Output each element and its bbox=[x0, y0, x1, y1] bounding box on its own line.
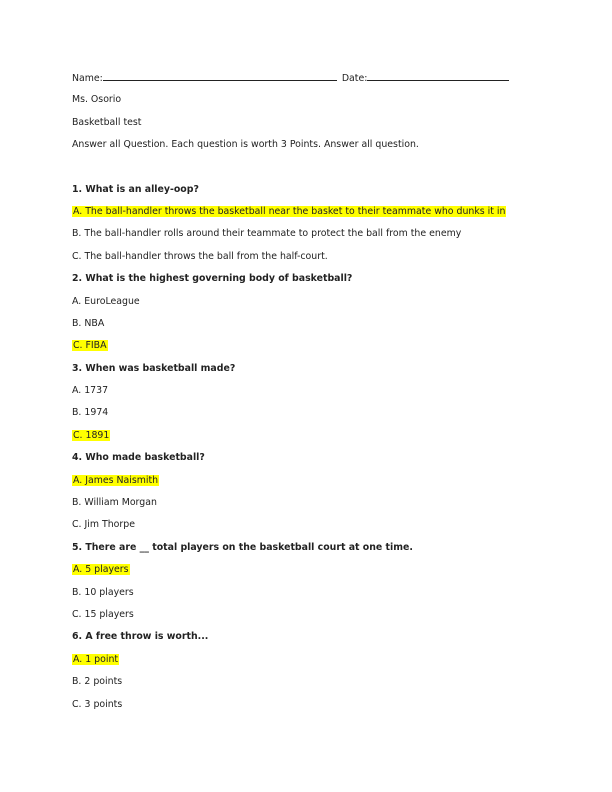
question-4-option-c: C. Jim Thorpe bbox=[72, 519, 135, 531]
question-1-option-c: C. The ball-handler throws the ball from the half-court. bbox=[72, 250, 328, 262]
question-6-option-a bbox=[72, 652, 542, 674]
answer-highlight: C. 1891 bbox=[73, 429, 110, 441]
question-4-option-b: B. William Morgan bbox=[72, 497, 157, 509]
name-date-row bbox=[72, 70, 542, 92]
name-label: Name: bbox=[72, 73, 103, 84]
question-2-option-a: A. EuroLeague bbox=[72, 295, 140, 307]
instructions: Answer all Question. Each question is worth 3 Points. Answer all question. bbox=[72, 139, 419, 151]
question-5-option-c: C. 15 players bbox=[72, 608, 134, 620]
date-label: Date: bbox=[341, 73, 368, 84]
answer-highlight: C. FIBA bbox=[73, 340, 107, 352]
question-2-option-b: B. NBA bbox=[72, 317, 105, 329]
question-3-option-a: A. 1737 bbox=[72, 385, 109, 397]
spacer bbox=[72, 160, 542, 182]
answer-highlight: A. 1 point bbox=[73, 653, 119, 665]
question-1-option-a bbox=[72, 204, 542, 226]
question-2-option-c bbox=[72, 338, 542, 360]
question-3-option-b: B. 1974 bbox=[72, 407, 109, 419]
question-4-option-a bbox=[72, 473, 542, 495]
answer-highlight: A. The ball-handler throws the basketball near the basket to their teammate who dunks it in bbox=[73, 205, 506, 217]
question-2: 2. What is the highest governing body of basketball? bbox=[72, 273, 353, 285]
question-5-option-b: B. 10 players bbox=[72, 586, 134, 598]
question-3-option-c bbox=[72, 428, 542, 450]
answer-highlight: A. James Naismith bbox=[73, 474, 159, 486]
date-blank[interactable] bbox=[367, 70, 509, 81]
test-document bbox=[72, 70, 542, 719]
question-4: 4. Who made basketball? bbox=[72, 452, 205, 464]
question-6-option-c: C. 3 points bbox=[72, 698, 123, 710]
teacher-name: Ms. Osorio bbox=[72, 94, 122, 106]
question-5-option-a bbox=[72, 562, 542, 584]
name-blank[interactable] bbox=[103, 70, 337, 81]
test-title: Basketball test bbox=[72, 116, 142, 128]
question-6-option-b: B. 2 points bbox=[72, 676, 123, 688]
question-3: 3. When was basketball made? bbox=[72, 362, 236, 374]
question-5: 5. There are __ total players on the basketball court at one time. bbox=[72, 541, 413, 553]
question-1: 1. What is an alley-oop? bbox=[72, 183, 199, 195]
question-1-option-b: B. The ball-handler rolls around their teammate to protect the ball from the enemy bbox=[72, 228, 462, 240]
question-6: 6. A free throw is worth... bbox=[72, 631, 209, 643]
answer-highlight: A. 5 players bbox=[73, 564, 129, 576]
